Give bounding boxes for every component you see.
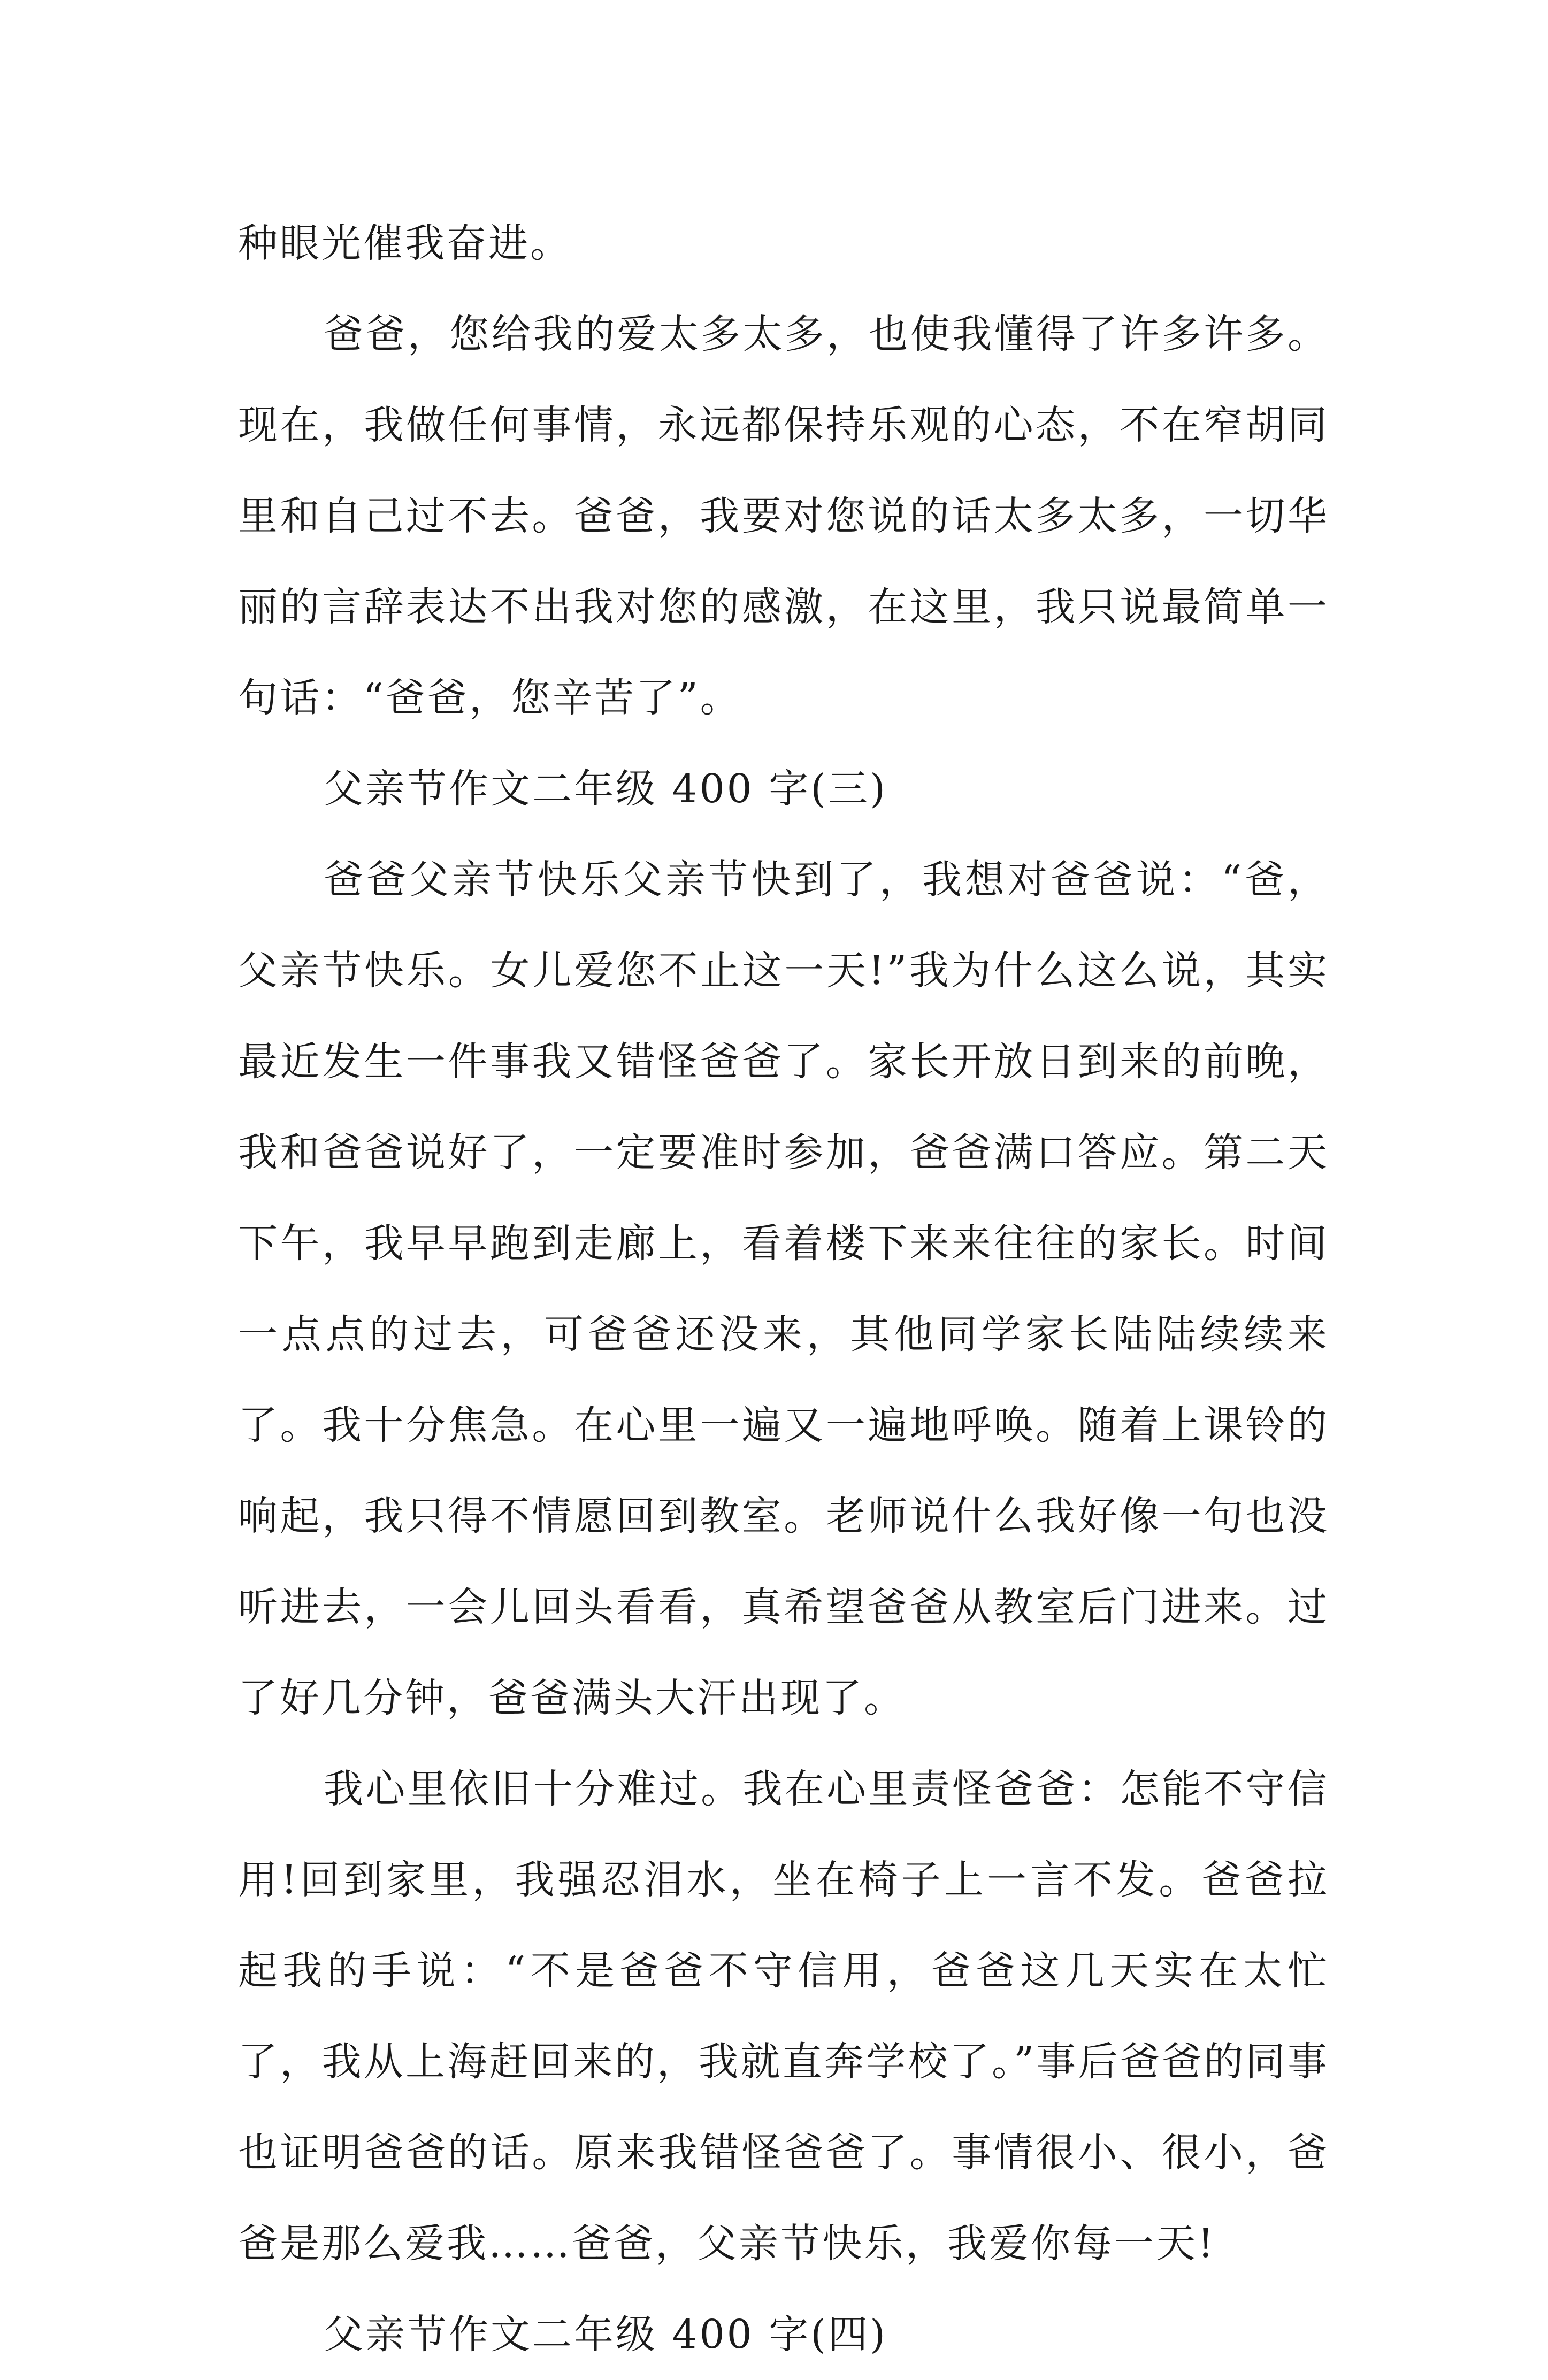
document-body: [238, 198, 1329, 2380]
paragraph-continued: 种眼光催我奋进。: [238, 220, 572, 266]
paragraph: 我心里依旧十分难过。我在心里责怪爸爸：怎能不守信用!回到家里，我强忍泪水，坐在椅子上一言不发。爸爸拉起我的手说：“不是爸爸不守信用，爸爸这几天实在太忙了，我从上海赶回来的，我就直奔学校了。”事后爸爸的同事也证明爸爸的话。原来我错怪爸爸了。事情很小、很小，爸爸是那么爱我……爸爸，父亲节快乐，我爱你每一天!: [238, 1766, 1329, 2267]
paragraph: 爸爸父亲节快乐父亲节快到了，我想对爸爸说：“爸，父亲节快乐。女儿爱您不止这一天!”我为什么这么说，其实最近发生一件事我又错怪爸爸了。家长开放日到来的前晚，我和爸爸说好了，一定要准时参加，爸爸满口答应。第二天下午，我早早跑到走廊上，看着楼下来来往往的家长。时间一点点的过去，可爸爸还没来，其他同学家长陆陆续续来了。我十分焦急。在心里一遍又一遍地呼唤。随着上课铃的响起，我只得不情愿回到教室。老师说什么我好像一句也没听进去，一会儿回头看看，真希望爸爸从教室后门进来。过了好几分钟，爸爸满头大汗出现了。: [238, 857, 1329, 1721]
section-heading: 父亲节作文二年级 400 字(三): [324, 766, 888, 812]
section-heading: 父亲节作文二年级 400 字(四): [324, 2312, 888, 2358]
paragraph: 爸爸，您给我的爱太多太多，也使我懂得了许多许多。现在，我做任何事情，永远都保持乐观的心态，不在窄胡同里和自己过不去。爸爸，我要对您说的话太多太多，一切华丽的言辞表达不出我对您的感激，在这里，我只说最简单一句话：“爸爸，您辛苦了”。: [238, 311, 1329, 721]
